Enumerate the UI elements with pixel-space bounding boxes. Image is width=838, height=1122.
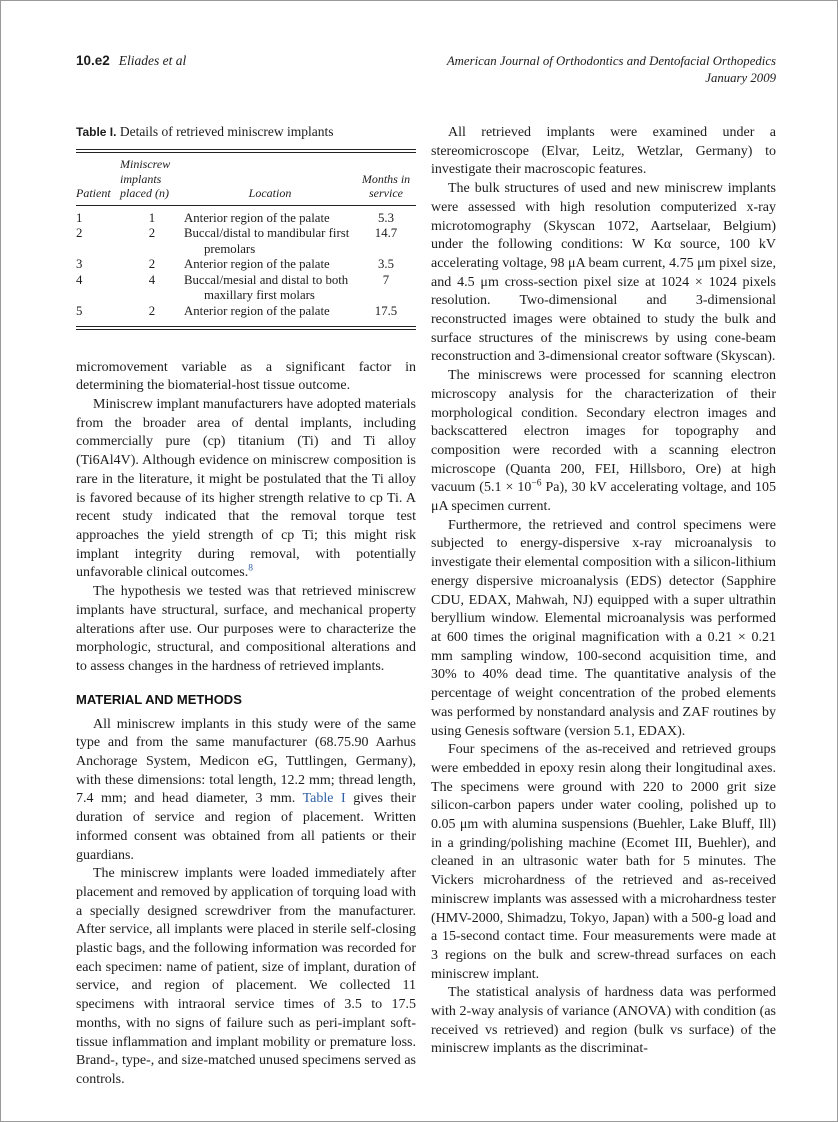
text-run: The hypothesis we tested was that retrieved miniscrew implants have structural, surface, and mechanical property alterations after use. Our purposes were to characterize the morphologic, structural, and compositional alterations and to assess changes in the hardness of retrieved implants. <box>76 584 416 674</box>
two-column-body <box>76 124 776 1090</box>
cell-patient: 3 <box>76 257 83 272</box>
paragraph <box>76 359 416 396</box>
table-1-block <box>76 124 416 330</box>
table-1-caption <box>76 124 416 140</box>
page-number: 10.e2 <box>76 53 110 68</box>
text-run: micromovement variable as a significant factor in determining the biomaterial-host tissue outcome. <box>76 359 416 394</box>
paragraph <box>431 741 776 984</box>
cell-months: 5.3 <box>378 210 394 225</box>
table-row <box>76 273 416 304</box>
paragraph <box>76 716 416 866</box>
running-head <box>76 53 776 86</box>
table-1-caption-label: Table I. <box>76 125 117 139</box>
running-authors: Eliades et al <box>118 53 187 68</box>
table-1-header-row <box>76 151 416 205</box>
column-header-months: Months in service <box>356 151 416 205</box>
table-1-body <box>76 205 416 328</box>
cross-reference-link[interactable]: Table I <box>302 791 346 807</box>
cell-patient: 2 <box>76 226 83 241</box>
paragraph <box>431 984 776 1059</box>
text-run: The bulk structures of used and new miniscrew implants were assessed with high resolution computerized x-ray microtomography (Skyscan 1072, Aartselaar, Belgium) under the following conditions: W Kα source, 100 kV accelerating voltage, 98 μA beam current, 4.75 μm pixel size, and 4.5 μm cross-section pixel size at 1024 × 1024 pixels resolution. Two-dimensional and 3-dimensional reconstructed images were obtained to study the bulk and surface structures of the miniscrews by using cone-beam reconstruction and 3-dimensional creator software (Skyscan). <box>431 181 776 365</box>
cell-location-line: Anterior region of the palate <box>184 304 330 319</box>
text-run: All miniscrew implants in this study were of the same type and from the same manufacturer (68.75.90 Aarhus Anchorage System, Medicon eG, Tuttlingen, Germany), with these dimensions: total length, 12.2 mm; thread length, 7.4 mm; and head diameter, 3 mm. <box>76 716 416 807</box>
cell-patient: 4 <box>76 272 83 287</box>
journal-title: American Journal of Orthodontics and Dentofacial Orthopedics <box>446 54 776 68</box>
paragraph <box>76 583 416 677</box>
text-run: The miniscrews were processed for scanning electron microscopy analysis for the characterization of their morphological condition. Secondary electron images and backscattered electron images for topography and composition were recorded with a scanning electron microscope (Quanta 200, FEI, Hillsboro, Ore) at high vacuum (5.1 × 10 <box>431 368 776 496</box>
cell-location <box>184 226 356 257</box>
cell-location <box>184 257 356 273</box>
cell-months: 14.7 <box>374 226 398 241</box>
cell-location-line: Buccal/mesial and distal to both <box>184 272 349 287</box>
text-run: All retrieved implants were examined under a stereomicroscope (Elvar, Leitz, Wetzlar, Germany) to investigate their macroscopic features. <box>431 125 776 178</box>
cell-location-line: Anterior region of the palate <box>184 257 330 272</box>
citation-superscript-link[interactable]: 8 <box>248 563 253 574</box>
cell-location-line: maxillary first molars <box>204 288 315 303</box>
text-run: The miniscrew implants were loaded immediately after placement and removed by application of torquing load with a specially designed screwdriver from the manufacturer. After service, all implants were placed in sterile self-closing plastic bags, and the following information was recorded for each specimen: name of patient, size of implant, duration of service, and region of placement. We collected 11 specimens with intraoral service times of 3.5 to 17.5 months, with no signs of failure such as peri-implant soft-tissue inflammation and implant mobility or premature loss. Brand-, type-, and size-matched unused specimens served as controls. <box>76 866 416 1087</box>
text-run: gives their duration of service and region of placement. Written informed consent was obtained from all patients or their guardians. <box>76 791 416 863</box>
cell-patient: 1 <box>76 210 83 225</box>
cell-months: 3.5 <box>378 257 394 272</box>
text-run: Four specimens of the as-received and retrieved groups were embedded in epoxy resin along their longitudinal axes. The specimens were ground with 220 to 2000 grit size silicon-carbon papers under water cooling, polished up to 0.05 μm with alumina suspensions (Buehler, Lake Bluff, Ill) in a grinding/polishing machine (Ecomet III, Buehler), and cleaned in an ultrasonic water bath for 5 minutes. The Vickers microhardness of the retrieved and as-received miniscrew implants was assessed with a microhardness tester (HMV-2000, Shimadzu, Tokyo, Japan) with a 500-g load and a 15-second contact time. Four measurements were made at 3 regions on the bulk and screw-thread surfaces on each miniscrew implant. <box>431 742 776 982</box>
paragraph <box>431 367 776 517</box>
paragraph <box>431 180 776 367</box>
journal-issue-date: January 2009 <box>705 70 776 85</box>
table-row <box>76 304 416 328</box>
cell-location-line: Anterior region of the palate <box>184 210 330 225</box>
section-heading-material-and-methods: MATERIAL AND METHODS <box>76 691 242 707</box>
paragraph <box>76 865 416 1089</box>
paragraph <box>76 396 416 583</box>
text-run: Pa), 30 kV accelerating voltage, and 105 μA specimen current. <box>431 480 776 515</box>
cell-location-line: premolars <box>204 241 256 256</box>
column-header-location: Location <box>184 151 356 205</box>
cell-implants: 4 <box>148 272 156 287</box>
cell-implants: 2 <box>148 226 156 241</box>
cell-location <box>184 273 356 304</box>
cell-location <box>184 304 356 328</box>
text-run: Miniscrew implant manufacturers have adopted materials from the broader area of dental implants, including commercially pure (cp) titanium (Ti) and Ti alloy (Ti6Al4V). Although evidence on miniscrew composition is rare in the literature, it might be postulated that the Ti alloy is favored because of its higher strength relative to cp Ti. A recent study indicated that the removal torque test approaches the yield strength of cp Ti; this might risk implant integrity during removal, with potentially unfavorable clinical outcomes. <box>76 397 416 581</box>
column-header-implants: Miniscrew implants placed (n) <box>120 151 184 205</box>
table-1-head <box>76 151 416 205</box>
table-row <box>76 205 416 226</box>
table-row <box>76 226 416 257</box>
table-1 <box>76 149 416 330</box>
cell-location <box>184 205 356 226</box>
running-head-right <box>447 53 776 86</box>
right-column <box>431 124 776 1090</box>
cell-location-line: Buccal/distal to mandibular first <box>184 226 350 241</box>
paragraph <box>431 517 776 741</box>
cell-implants: 2 <box>148 304 156 319</box>
table-1-caption-text: Details of retrieved miniscrew implants <box>119 124 334 139</box>
cell-months: 7 <box>382 272 390 287</box>
paragraph <box>431 124 776 180</box>
left-column <box>76 124 416 1090</box>
cell-months: 17.5 <box>374 304 398 319</box>
running-head-left <box>76 53 186 69</box>
text-run: The statistical analysis of hardness data was performed with 2-way analysis of variance (ANOVA) with condition (as received vs retrieved) and region (bulk vs surface) of the miniscrew implants as the discriminat- <box>431 985 776 1057</box>
column-header-patient: Patient <box>76 151 120 205</box>
table-row <box>76 257 416 273</box>
cell-patient: 5 <box>76 304 83 319</box>
cell-implants: 1 <box>148 210 156 225</box>
cell-implants: 2 <box>148 257 156 272</box>
text-run: Furthermore, the retrieved and control specimens were subjected to energy-dispersive x-ray microanalysis to investigate their elemental composition with a silicon-lithium energy dispersive microanalysis (EDS) detector (Sapphire CDU, EDAX, Mahwah, NJ) equipped with a super ultrathin beryllium window. Elemental microanalysis was performed at 600 times the original magnification with a 0.21 × 0.21 mm sampling window, 100-second acquisition time, and 30% to 40% dead time. The quantitative analysis of the percentage of weight concentration of the probed elements was performed by nonstandard analysis and ZAF routines by using Genesis software (version 5.1, EDAX). <box>431 517 776 739</box>
superscript: −6 <box>531 478 542 489</box>
